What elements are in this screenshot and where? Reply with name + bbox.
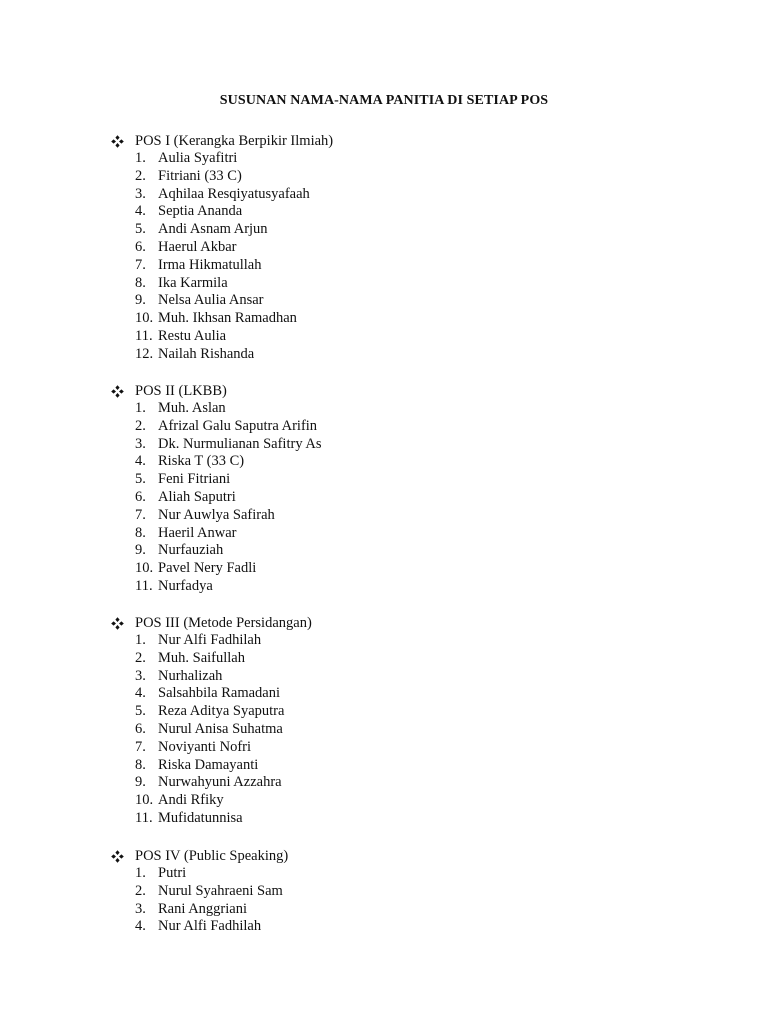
item-name: Nur Alfi Fadhilah [158,632,262,648]
item-number: 5. [135,703,146,720]
section-label: POS I (Kerangka Berpikir Ilmiah) [135,133,334,149]
item-name: Muh. Aslan [158,400,226,416]
list-item [0,685,768,703]
four-diamond-bullet-icon [111,617,124,630]
item-number: 12. [135,345,154,362]
item-number: 1. [135,400,146,416]
list-item [0,186,768,204]
item-name: Septia Ananda [158,203,243,220]
item-number: 10. [135,310,154,327]
item-name: Salsahbila Ramadani [158,685,281,702]
item-name: Muh. Ikhsan Ramadhan [158,310,297,327]
list-item [0,739,768,757]
item-name: Aulia Syafitri [158,150,238,166]
list-item [0,221,768,239]
item-number: 6. [135,720,146,737]
item-number: 2. [135,649,146,666]
item-number: 3. [135,435,146,452]
four-diamond-bullet-icon [111,850,124,863]
item-number: 5. [135,221,146,238]
item-name: Andi Rfiky [158,792,224,809]
list-item [0,168,768,186]
section-heading [0,847,768,865]
list-item [0,310,768,328]
item-name: Mufidatunnisa [158,809,243,826]
list-item [0,471,768,489]
list-item [0,328,768,346]
item-name: Nur Alfi Fadhilah [158,918,262,935]
list-item [0,703,768,721]
item-number: 5. [135,471,146,488]
list-item [0,507,768,525]
section-label: POS III (Metode Persidangan) [135,615,312,631]
item-name: Afrizal Galu Saputra Arifin [158,417,318,434]
item-number: 11. [135,327,153,344]
item-number: 10. [135,792,154,809]
member-list [0,865,768,936]
item-name: Muh. Saifullah [158,649,245,666]
item-name: Nailah Rishanda [158,345,255,362]
member-list [0,632,768,828]
item-name: Andi Asnam Arjun [158,221,268,238]
list-item [0,650,768,668]
section-pos-4 [0,847,768,936]
item-name: Putri [158,865,187,881]
item-name: Riska T (33 C) [158,453,245,470]
list-item [0,901,768,919]
section-label: POS II (LKBB) [135,383,227,399]
item-name: Nelsa Aulia Ansar [158,292,264,309]
item-number: 6. [135,238,146,255]
item-number: 4. [135,453,146,470]
list-item [0,400,768,418]
item-name: Irma Hikmatullah [158,256,262,273]
section-heading [0,382,768,400]
member-list [0,150,768,364]
item-number: 3. [135,900,146,917]
list-item [0,418,768,436]
list-item [0,275,768,293]
item-name: Restu Aulia [158,327,227,344]
list-item [0,453,768,471]
list-item [0,525,768,543]
item-number: 8. [135,756,146,773]
item-number: 2. [135,882,146,899]
item-number: 7. [135,738,146,755]
item-name: Riska Damayanti [158,756,259,773]
four-diamond-bullet-icon [111,135,124,148]
section-heading [0,132,768,150]
item-number: 4. [135,918,146,935]
list-item [0,632,768,650]
item-number: 11. [135,809,153,826]
item-number: 9. [135,292,146,309]
item-name: Nur Auwlya Safirah [158,506,275,523]
document-title: SUSUNAN NAMA-NAMA PANITIA DI SETIAP POS [219,93,549,108]
section-heading [0,614,768,632]
item-number: 9. [135,542,146,559]
item-name: Fitriani (33 C) [158,167,242,184]
list-item [0,721,768,739]
item-name: Pavel Nery Fadli [158,560,257,577]
item-name: Nurwahyuni Azzahra [158,774,282,791]
item-number: 3. [135,667,146,684]
item-name: Nurfadya [158,577,213,594]
item-name: Noviyanti Nofri [158,738,252,755]
list-item [0,257,768,275]
list-item [0,150,768,168]
item-number: 11. [135,577,153,594]
item-name: Reza Aditya Syaputra [158,703,285,720]
section-pos-1 [0,132,768,364]
list-item [0,792,768,810]
item-number: 4. [135,685,146,702]
list-item [0,810,768,828]
list-item [0,865,768,883]
item-number: 8. [135,524,146,541]
list-item [0,346,768,364]
item-name: Nurfauziah [158,542,224,559]
item-name: Dk. Nurmulianan Safitry As [158,435,322,452]
item-name: Aqhilaa Resqiyatusyafaah [158,185,310,202]
item-number: 1. [135,150,146,166]
list-item [0,489,768,507]
item-number: 7. [135,256,146,273]
list-item [0,203,768,221]
item-number: 1. [135,632,146,648]
item-number: 2. [135,167,146,184]
section-pos-3 [0,614,768,828]
item-number: 8. [135,274,146,291]
item-number: 7. [135,506,146,523]
list-item [0,560,768,578]
list-item [0,918,768,936]
item-number: 10. [135,560,154,577]
list-item [0,436,768,454]
item-name: Ika Karmila [158,274,228,291]
member-list [0,400,768,596]
item-name: Rani Anggriani [158,900,248,917]
item-name: Haeril Anwar [158,524,237,541]
item-name: Aliah Saputri [158,488,236,505]
item-name: Feni Fitriani [158,471,231,488]
item-number: 4. [135,203,146,220]
four-diamond-bullet-icon [111,385,124,398]
item-number: 6. [135,488,146,505]
list-item [0,668,768,686]
list-item [0,578,768,596]
item-number: 1. [135,865,146,881]
item-number: 3. [135,185,146,202]
item-number: 9. [135,774,146,791]
list-item [0,774,768,792]
section-label: POS IV (Public Speaking) [135,848,289,864]
item-name: Haerul Akbar [158,238,237,255]
item-name: Nurhalizah [158,667,223,684]
list-item [0,292,768,310]
list-item [0,542,768,560]
list-item [0,757,768,775]
list-item [0,883,768,901]
item-name: Nurul Syahraeni Sam [158,882,283,899]
item-number: 2. [135,417,146,434]
item-name: Nurul Anisa Suhatma [158,720,283,737]
section-pos-2 [0,382,768,596]
list-item [0,239,768,257]
